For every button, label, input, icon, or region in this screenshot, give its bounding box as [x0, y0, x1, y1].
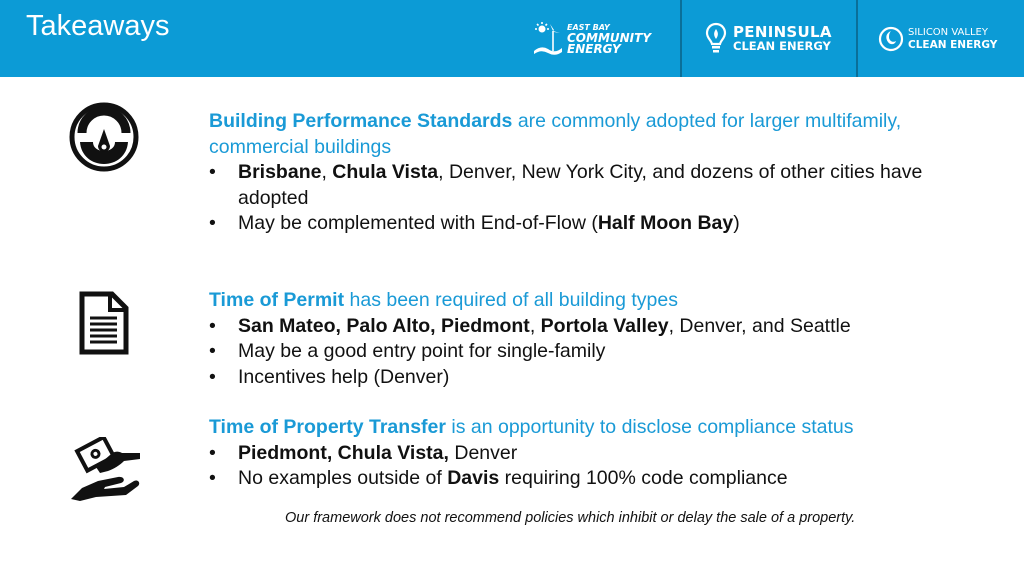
bold-text: Davis [447, 467, 500, 489]
list-item [209, 339, 969, 365]
list-item [209, 466, 989, 492]
swirl-icon [878, 26, 904, 52]
section-lead-bold: Time of Permit [209, 289, 345, 311]
section-lead-bold: Building Performance Standards [209, 110, 513, 132]
section-lead-bold: Time of Property Transfer [209, 416, 446, 438]
text: ) [733, 212, 740, 234]
list-item [209, 211, 969, 237]
section-building-performance [209, 109, 969, 237]
section-lead [209, 288, 969, 314]
svce-logo-line1: SILICON VALLEY [908, 26, 988, 38]
section-time-of-permit [209, 288, 969, 390]
pce-logo [705, 0, 832, 77]
section-lead-rest: are commonly adopted for larger multifamily, commercial buildings [209, 110, 902, 158]
logo-divider [680, 0, 682, 77]
bold-text: San Mateo, Palo Alto, Piedmont [238, 314, 530, 337]
section-lead [209, 415, 989, 441]
list-item [209, 160, 969, 211]
text: May be complemented with End-of-Flow ( [238, 212, 598, 234]
text: No examples outside of [238, 467, 448, 489]
svce-logo [878, 0, 997, 77]
text: , Denver, New York City, and dozens of other cities have adopted [238, 161, 923, 209]
list-item [209, 314, 969, 340]
ebce-logo-line2: COMMUNITY [567, 31, 652, 45]
section-lead-rest: is an opportunity to disclose compliance status [445, 416, 854, 438]
pce-logo-line2: CLEAN ENERGY [733, 38, 831, 53]
text: Incentives help (Denver) [238, 365, 450, 388]
text: requiring 100% code compliance [499, 467, 788, 489]
bold-text: Piedmont, Chula Vista, [238, 441, 449, 464]
hand-money-icon [68, 437, 144, 506]
text: , [529, 314, 541, 337]
logo-divider [856, 0, 858, 77]
text: Denver [448, 441, 518, 464]
page-title: Takeaways [26, 10, 170, 42]
text: , [321, 161, 333, 183]
document-icon [79, 291, 129, 360]
pce-logo-line1: PENINSULA [733, 22, 832, 41]
list-item [209, 365, 969, 391]
footnote: Our framework does not recommend policies which inhibit or delay the sale of a property. [285, 510, 856, 526]
text: , Denver, and Seattle [668, 314, 851, 337]
ebce-logo-line1: EAST BAY [567, 23, 610, 32]
section-lead-rest: has been required of all building types [344, 289, 678, 311]
bold-text: Chula Vista [332, 161, 439, 183]
bold-text: Half Moon Bay [597, 212, 734, 234]
ebce-logo [533, 0, 651, 77]
bullet-list [209, 314, 969, 391]
bullet-list [209, 441, 989, 492]
bold-text: Brisbane [238, 161, 322, 183]
wind-sun-icon [533, 21, 563, 57]
bold-text: Portola Valley [540, 314, 669, 337]
section-lead [209, 109, 969, 160]
lightbulb-icon [705, 22, 727, 56]
section-property-transfer [209, 415, 989, 492]
svce-logo-line2: CLEAN ENERGY [908, 38, 998, 51]
gauge-icon [69, 102, 139, 177]
ebce-logo-line3: ENERGY [567, 42, 621, 56]
header-bar [0, 0, 1024, 77]
bullet-list [209, 160, 969, 237]
text: May be a good entry point for single-family [238, 340, 606, 362]
list-item [209, 441, 989, 467]
